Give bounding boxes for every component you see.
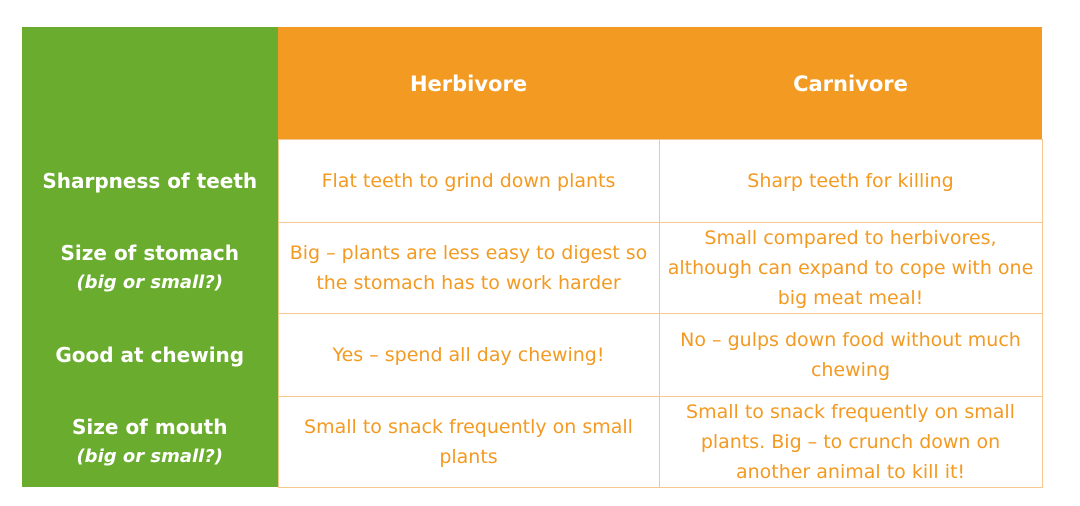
row-label-text: Size of stomach <box>60 240 239 265</box>
row-sublabel-text: (big or small?) <box>76 271 224 293</box>
carnivore-cell: No – gulps down food without much chewing <box>659 313 1042 396</box>
table-row <box>22 222 1042 313</box>
herbivore-carnivore-table <box>22 27 1043 488</box>
herbivore-cell: Big – plants are less easy to digest so the stomach has to work harder <box>278 222 659 313</box>
row-label-chewing <box>22 313 278 396</box>
herbivore-cell: Flat teeth to grind down plants <box>278 139 659 222</box>
carnivore-cell: Sharp teeth for killing <box>659 139 1042 222</box>
row-label-text: Good at chewing <box>55 342 245 367</box>
herbivore-cell: Small to snack frequently on small plants <box>278 396 659 487</box>
row-sublabel-text: (big or small?) <box>76 445 224 467</box>
row-label-mouth <box>22 396 278 487</box>
corner-cell <box>22 27 278 139</box>
table-header-row <box>22 27 1042 139</box>
table-row <box>22 396 1042 487</box>
herbivore-cell: Yes – spend all day chewing! <box>278 313 659 396</box>
table-row <box>22 313 1042 396</box>
row-label-text: Sharpness of teeth <box>42 168 258 193</box>
row-label-teeth <box>22 139 278 222</box>
carnivore-cell: Small compared to herbivores, although can expand to cope with one big meat meal! <box>659 222 1042 313</box>
header-herbivore: Herbivore <box>278 27 659 139</box>
comparison-table-container <box>22 27 1042 483</box>
row-label-text: Size of mouth <box>72 414 228 439</box>
table-row <box>22 139 1042 222</box>
carnivore-cell: Small to snack frequently on small plants. Big – to crunch down on another animal to kill it! <box>659 396 1042 487</box>
row-label-stomach <box>22 222 278 313</box>
header-carnivore: Carnivore <box>659 27 1042 139</box>
